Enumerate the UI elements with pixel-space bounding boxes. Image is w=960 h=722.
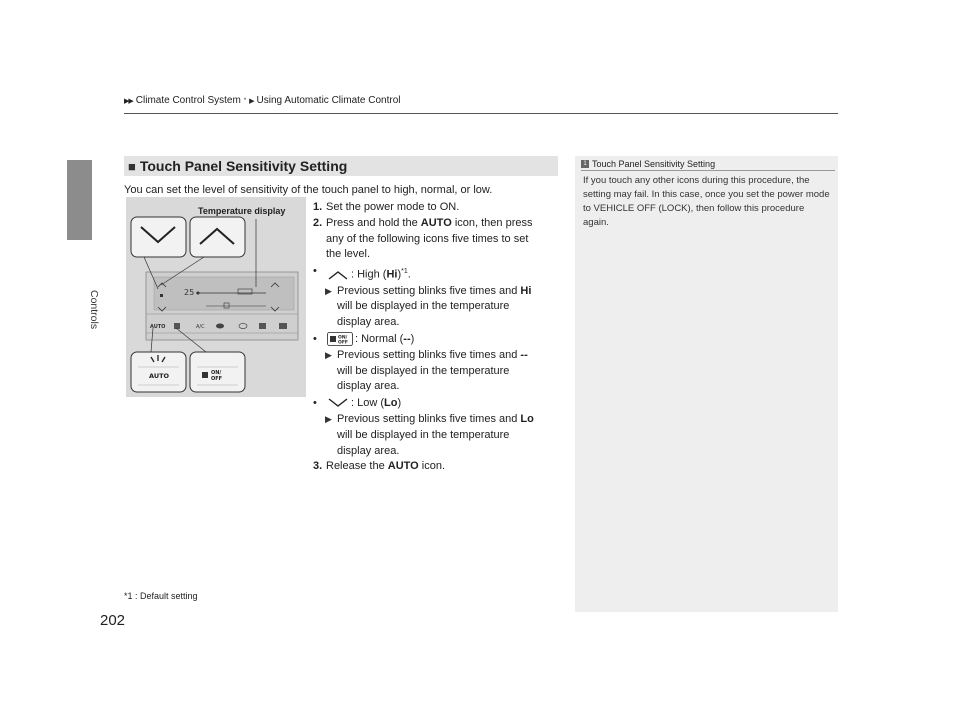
step-number: 1. (313, 201, 323, 213)
page-number: 202 (100, 612, 126, 629)
panel-auto-label: AUTO (150, 324, 166, 330)
step-text-part: any of the following icons five times to set (326, 232, 529, 245)
step-3 (313, 459, 563, 475)
climate-panel-drawing (126, 197, 306, 397)
level-text: . (407, 268, 411, 281)
step-text-part: icon, then press (451, 216, 533, 229)
note-heading (581, 159, 715, 169)
auto-keyword: AUTO (420, 216, 452, 229)
result-text-part: will be displayed in the temperature (337, 300, 510, 313)
result-text-part: will be displayed in the temperature (337, 428, 510, 441)
breadcrumb (124, 95, 401, 106)
level-normal-item (313, 332, 563, 348)
level-text: ) (397, 268, 402, 281)
note-rule (581, 170, 835, 171)
onoff-big-top: ON/ (211, 370, 222, 376)
result-text-part: will be displayed in the temperature (337, 364, 510, 377)
bullet: • (313, 397, 317, 410)
step-text-part: the level. (326, 248, 371, 261)
chevron-up-icon (327, 270, 349, 280)
breadcrumb-part1[interactable]: Climate Control System (135, 95, 241, 106)
step-2 (313, 216, 563, 263)
panel-temp: 25 (184, 288, 195, 297)
step-text: Set the power mode to ON. (326, 201, 460, 213)
note-marker-icon: 1 (581, 160, 589, 168)
step-text (326, 459, 445, 475)
level-text: : High ( (351, 268, 387, 281)
result-text-part: Previous setting blinks five times and (337, 348, 521, 361)
result-text (337, 284, 531, 331)
step-text-part: Release the (326, 460, 388, 473)
panel-ac-label: A/C (196, 324, 205, 330)
level-low-result (313, 412, 563, 459)
level-high-text (325, 264, 411, 283)
level-text: : Low ( (351, 397, 385, 410)
level-value: -- (403, 333, 411, 346)
chapter-tab (67, 160, 92, 240)
footnote: *1 : Default setting (124, 591, 198, 601)
level-high-result (313, 284, 563, 331)
note-title[interactable]: Touch Panel Sensitivity Setting (592, 159, 716, 169)
result-text-part: Previous setting blinks five times and (337, 284, 521, 297)
level-low-item (313, 396, 563, 412)
level-text: ) (397, 397, 402, 410)
result-value: Hi (520, 284, 532, 297)
breadcrumb-arrow-icon: ▶ (249, 97, 254, 105)
step-text (326, 216, 532, 263)
level-text: : Normal ( (355, 333, 404, 346)
step-text-part: Press and hold the (326, 216, 421, 229)
level-value: Hi (386, 268, 398, 281)
chevron-down-icon (327, 398, 349, 408)
breadcrumb-star: * (243, 97, 247, 104)
level-normal-result (313, 348, 563, 395)
result-arrow-icon: ▶ (325, 285, 332, 296)
temperature-display-callout: Temperature display (198, 206, 286, 216)
step-1 (313, 200, 563, 216)
breadcrumb-part2[interactable]: Using Automatic Climate Control (256, 95, 401, 106)
level-value: Lo (384, 397, 398, 410)
result-value: -- (520, 348, 528, 361)
footnote-ref: *1 (401, 268, 408, 276)
result-arrow-icon: ▶ (325, 349, 332, 360)
bullet: • (313, 333, 317, 346)
breadcrumb-arrow-icon: ▶▶ (124, 97, 133, 105)
result-text-part: display area. (337, 444, 400, 457)
level-normal-text (325, 332, 414, 348)
level-text: ) (410, 333, 415, 346)
step-number: 3. (313, 460, 323, 473)
result-text-part: display area. (337, 316, 400, 329)
level-high-item (313, 264, 563, 283)
procedure-steps (313, 200, 563, 475)
section-title: Touch Panel Sensitivity Setting (139, 158, 348, 174)
result-text (337, 412, 534, 459)
intro-text: You can set the level of sensitivity of the touch panel to high, normal, or low. (124, 184, 493, 196)
section-heading (124, 156, 558, 176)
section-square-icon: ■ (128, 158, 136, 174)
step-number: 2. (313, 216, 323, 229)
step-text-part: icon. (418, 460, 446, 473)
svg-text:ON/: ON/ (338, 335, 348, 341)
level-low-text (325, 396, 401, 412)
result-value: Lo (520, 413, 534, 426)
note-body: If you touch any other icons during this procedure, the setting may fail. In this case, once you set the power mode to VEHICLE OFF (LOCK), then follow this procedure again. (583, 175, 830, 228)
auto-keyword: AUTO (387, 460, 419, 473)
auto-big-label: AUTO (149, 372, 170, 380)
result-text-part: Previous setting blinks five times and (337, 413, 521, 426)
climate-panel-illustration (126, 197, 306, 397)
chapter-label: Controls (88, 290, 100, 330)
fan-onoff-icon (327, 332, 353, 346)
onoff-big-bottom: OFF (211, 376, 223, 382)
result-text-part: display area. (337, 380, 400, 393)
result-arrow-icon: ▶ (325, 414, 332, 425)
result-text (337, 348, 528, 395)
svg-text:OFF: OFF (338, 340, 348, 346)
header-rule (124, 113, 838, 114)
bullet: • (313, 265, 317, 278)
